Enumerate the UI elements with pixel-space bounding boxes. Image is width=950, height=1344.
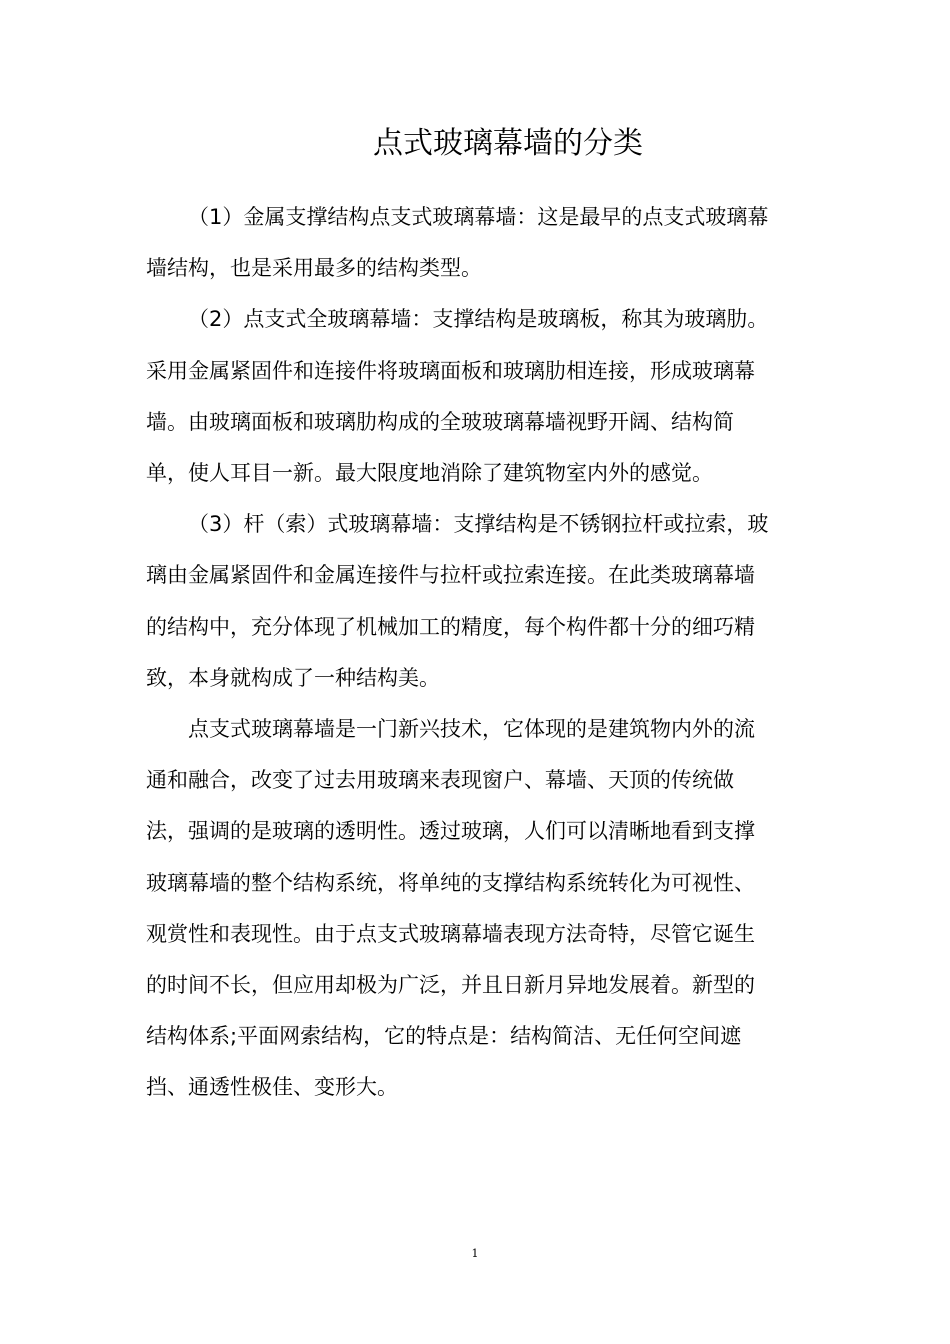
document-body (146, 192, 811, 1114)
paragraph-metal-support (146, 192, 811, 294)
paragraph-line: 法，强调的是玻璃的透明性。透过玻璃，人们可以清晰地看到支撑 (146, 819, 755, 844)
paragraph-line: 采用金属紧固件和连接件将玻璃面板和玻璃肋相连接，形成玻璃幕 (146, 358, 755, 383)
paragraph-line: 单，使人耳目一新。最大限度地消除了建筑物室内外的感觉。 (146, 461, 713, 486)
paragraph-line: 的结构中，充分体现了机械加工的精度，每个构件都十分的细巧精 (146, 614, 755, 639)
paragraph-rod-cable (146, 499, 811, 704)
paragraph-line: 点支式玻璃幕墙是一门新兴技术，它体现的是建筑物内外的流 (188, 717, 755, 742)
paragraph-line: 结构体系;平面网索结构，它的特点是：结构简洁、无任何空间遮 (146, 1024, 742, 1049)
page-number: 1 (471, 1247, 479, 1260)
paragraph-line: 挡、通透性极佳、变形大。 (146, 1075, 398, 1100)
paragraph-full-glass (146, 294, 811, 499)
paragraph-line: （1）金属支撑结构点支式玻璃幕墙：这是最早的点支式玻璃幕 (188, 205, 769, 229)
paragraph-line: （2）点支式全玻璃幕墙：支撑结构是玻璃板，称其为玻璃肋。 (188, 307, 769, 332)
paragraph-line: （3）杆（索）式玻璃幕墙：支撑结构是不锈钢拉杆或拉索，玻 (188, 512, 769, 537)
paragraph-line: 墙结构，也是采用最多的结构类型。 (146, 256, 482, 281)
paragraph-summary (146, 704, 811, 1114)
paragraph-line: 的时间不长，但应用却极为广泛，并且日新月异地发展着。新型的 (146, 973, 755, 998)
document-title: 点式玻璃幕墙的分类 (373, 126, 643, 161)
paragraph-line: 璃由金属紧固件和金属连接件与拉杆或拉索连接。在此类玻璃幕墙 (146, 563, 755, 588)
paragraph-line: 观赏性和表现性。由于点支式玻璃幕墙表现方法奇特，尽管它诞生 (146, 921, 755, 946)
paragraph-line: 致，本身就构成了一种结构美。 (146, 665, 440, 690)
paragraph-line: 玻璃幕墙的整个结构系统，将单纯的支撑结构系统转化为可视性、 (146, 870, 755, 895)
paragraph-line: 通和融合，改变了过去用玻璃来表现窗户、幕墙、天顶的传统做 (146, 768, 734, 793)
paragraph-line: 墙。由玻璃面板和玻璃肋构成的全玻玻璃幕墙视野开阔、结构简 (146, 409, 734, 434)
